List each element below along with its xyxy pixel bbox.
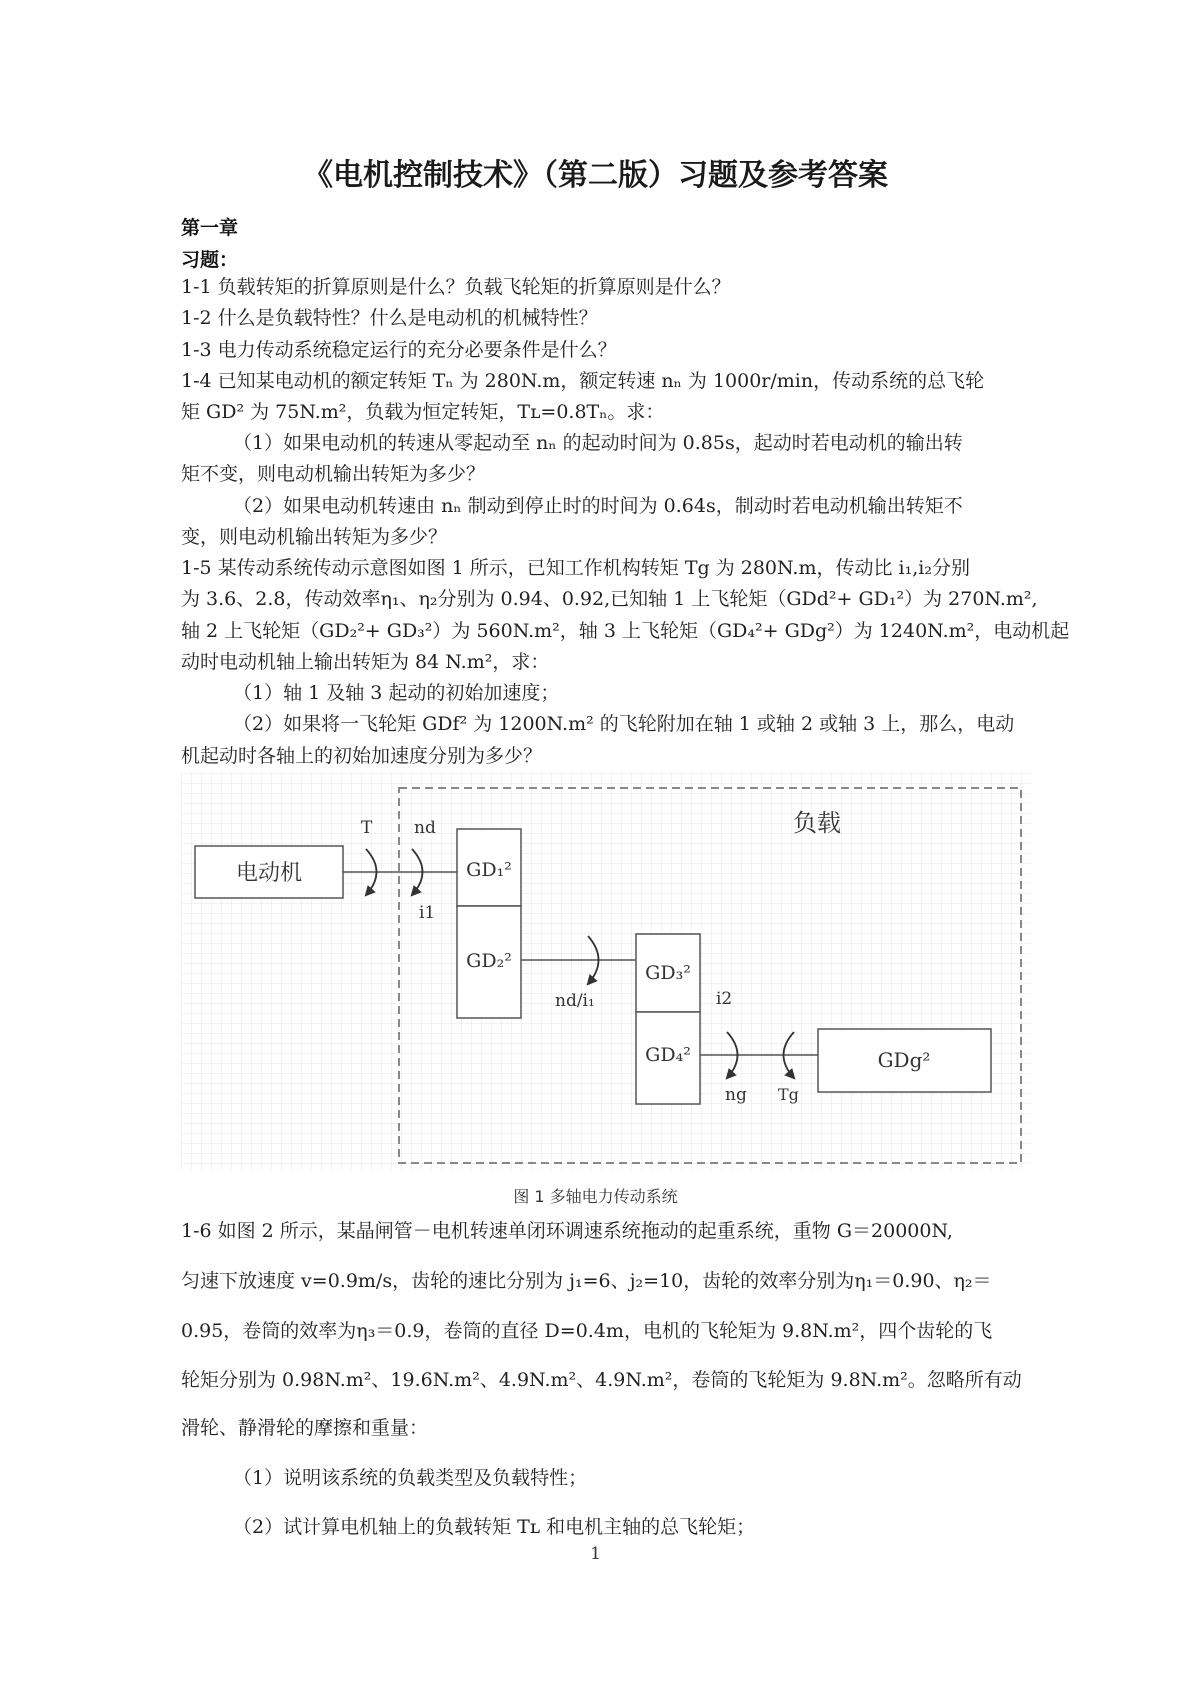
text-line: （2）如果将一飞轮矩 GDf² 为 1200N.m² 的飞轮附加在轴 1 或轴 2 或轴 3 上，那么，电动	[233, 713, 1015, 735]
gd2-label: GD₂²	[466, 950, 512, 972]
text-line: 变，则电动机输出转矩为多少？	[181, 526, 448, 548]
nd-i1-label: nd/i₁	[555, 991, 595, 1011]
text-line: 为 3.6、2.8，传动效率η₁、η₂分别为 0.94、0.92,已知轴 1 上飞轮矩（GDd²+ GD₁²）为 270N.m²,	[181, 588, 1038, 610]
text-line: （1）说明该系统的负载类型及负载特性；	[233, 1467, 588, 1489]
motor-label: 电动机	[235, 861, 303, 886]
document-title: 《电机控制技术》（第二版）习题及参考答案	[303, 158, 888, 193]
i1-label: i1	[419, 903, 436, 923]
gd3-label: GD₃²	[645, 962, 691, 984]
figure-1-multi-axis-drive	[181, 773, 1031, 1170]
text-line: （1）轴 1 及轴 3 起动的初始加速度；	[233, 682, 560, 704]
text-line: 1-2 什么是负载特性？什么是电动机的机械特性？	[181, 307, 598, 329]
i2-label: i2	[716, 989, 733, 1009]
page-number: 1	[590, 1544, 601, 1564]
text-line: 0.95，卷筒的效率为η₃＝0.9，卷筒的直径 D=0.4m，电机的飞轮矩为 9.8N.m²，四个齿轮的飞	[181, 1320, 993, 1342]
text-line: （2）试计算电机轴上的负载转矩 Tʟ 和电机主轴的总飞轮矩；	[233, 1516, 756, 1538]
text-line: 滑轮、静滑轮的摩擦和重量：	[181, 1417, 429, 1439]
text-line: 1-3 电力传动系统稳定运行的充分必要条件是什么？	[181, 339, 617, 361]
text-line: 动时电动机轴上输出转矩为 84 N.m²，求：	[181, 651, 550, 673]
text-line: 轮矩分别为 0.98N.m²、19.6N.m²、4.9N.m²、4.9N.m²，卷筒的飞轮矩为 9.8N.m²。忽略所有动	[181, 1369, 1022, 1391]
gd1-label: GD₁²	[466, 859, 512, 881]
text-line: （1）如果电动机的转速从零起动至 nₙ 的起动时间为 0.85s，起动时若电动机的输出转	[233, 432, 963, 454]
text-line: 1-4 已知某电动机的额定转矩 Tₙ 为 280N.m，额定转速 nₙ 为 1000r/min，传动系统的总飞轮	[181, 370, 985, 392]
text-line: 轴 2 上飞轮矩（GD₂²+ GD₃²）为 560N.m²，轴 3 上飞轮矩（GD₄²+ GDg²）为 1240N.m²，电动机起	[181, 620, 1070, 642]
figure-caption: 图 1 多轴电力传动系统	[513, 1187, 678, 1206]
chapter-heading: 第一章	[181, 217, 239, 239]
gdg-label: GDg²	[877, 1048, 931, 1072]
text-line: 矩不变，则电动机输出转矩为多少？	[181, 463, 486, 485]
T-label: T	[361, 818, 373, 838]
text-line: 1-1 负载转矩的折算原则是什么？负载飞轮矩的折算原则是什么？	[181, 276, 731, 298]
text-line: 机起动时各轴上的初始加速度分别为多少？	[181, 745, 543, 767]
text-line: 1-6 如图 2 所示，某晶闸管－电机转速单闭环调速系统拖动的起重系统，重物 G＝20000N,	[181, 1220, 953, 1242]
text-line: 矩 GD² 为 75N.m²，负载为恒定转矩，Tʟ=0.8Tₙ。求：	[181, 401, 665, 423]
text-line: 匀速下放速度 v=0.9m/s，齿轮的速比分别为 j₁=6、j₂=10，齿轮的效率分别为η₁＝0.90、η₂＝	[181, 1270, 992, 1292]
ng-label: ng	[725, 1085, 747, 1105]
tg-label: Tg	[778, 1085, 799, 1104]
nd-label: nd	[414, 818, 436, 838]
gd4-label: GD₄²	[645, 1044, 691, 1066]
text-line: 1-5 某传动系统传动示意图如图 1 所示，已知工作机构转矩 Tg 为 280N.m，传动比 i₁,i₂分别	[181, 557, 970, 579]
exercises-heading: 习题：	[181, 249, 239, 271]
text-line: （2）如果电动机转速由 nₙ 制动到停止时的时间为 0.64s，制动时若电动机输出转矩不	[233, 495, 963, 517]
grid-background	[181, 773, 1031, 1170]
load-label: 负载	[793, 809, 841, 837]
